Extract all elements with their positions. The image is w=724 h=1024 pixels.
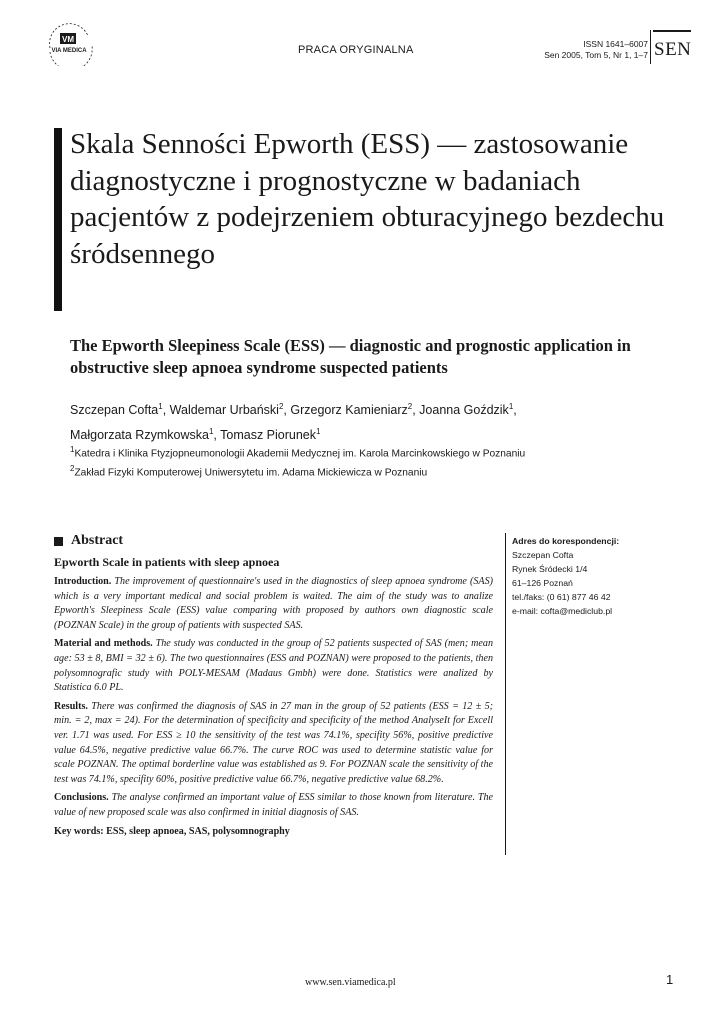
abstract-section-text: The analyse confirmed an important value of ESS similar to those known from literature. The value of new proposed scale was also confirmed in initial diagnosis of SAS. [54,792,494,818]
author-name: Szczepan Cofta [70,403,159,418]
affiliation-marker: 2 [407,402,413,411]
abstract-section-text: There was confirmed the diagnosis of SAS in 27 man in the group of 52 patients (ESS = 12 ± 5; min. = 2, max = 24). For the determination of specificity and specificity of the method AnalyseIt for Excell ver. 1.71 was used. For ESS ≥ 10 the sensitivity of the test was 74.1%, specifity 56%, positive predictive value 64.5%, negative predictive value 66.7%. The curve ROC was used to determine statistic value for scale POZNAN. The optimal borderline value was established as 9. For POZNAN scale the sensitivity of the test was 74.1%, specifity 60%, positive predictive value 66.7%, negative predictive value 68.2%. [54,700,493,785]
abstract-section [54,700,493,788]
journal-logo-rule [653,30,691,32]
abstract-section [54,637,493,695]
journal-logo: SEN [654,39,692,60]
svg-text:VIA MEDICA: VIA MEDICA [51,48,87,54]
footer-url[interactable]: www.sen.viamedica.pl [305,977,396,988]
abstract-section-label: Conclusions. [54,792,112,804]
abstract-subheading: Epworth Scale in patients with sleep apnoea [54,555,280,569]
author-name: Małgorzata Rzymkowska [70,428,209,443]
page-number: 1 [666,972,674,987]
header-divider [650,30,651,64]
correspondence-line: tel./faks: (0 61) 877 46 42 [512,591,611,602]
column-divider [505,533,506,855]
abstract-section-text: The study was conducted in the group of 52 patients suspected of SAS (men; mean age: 53 ± 8, BMI = 32 ± 6). The two questionnaires (ESS and POZNAN) were proposed to the patients, then polysomnografic study with POLY-MESAM (Madaus Gmbh) were done. Statistics were analized by Statistica 6.0 PL. [54,638,493,694]
correspondence-line: 61–126 Poznań [512,577,573,588]
abstract-heading [54,533,493,549]
article-title: Skala Senności Epworth (ESS) — zastosowanie diagnostyczne i prognostyczne w badaniach pacjentów z podejrzeniem obturacyjnego bezdechu śródsennego [70,128,665,270]
abstract-section-label: Material and methods. [54,638,156,650]
svg-text:VM: VM [62,35,74,44]
article-type: PRACA ORYGINALNA [298,44,414,56]
abstract-section-label: Results. [54,700,92,712]
correspondence-line: Szczepan Cofta [512,549,574,560]
abstract-body [54,575,493,821]
issn: ISSN 1641–6007 [583,39,648,49]
correspondence-title: Adres do korespondencji: [512,536,620,546]
abstract-section-text: The improvement of questionnaire's used in the diagnostics of sleep apnoea syndrome (SAS) which is a very important medical and social problem is waited. The aim of the study was to analize Epworth's Sleepiness Scale (ESS) value comparing with proposed by authors own diagnostic scale (POZNAN Scale) in the group of patients with suspected SAS. [54,576,493,631]
affiliation-marker: 2 [278,402,284,411]
abstract-heading-text: Abstract [71,533,124,548]
citation: Sen 2005, Tom 5, Nr 1, 1–7 [544,50,648,60]
abstract [54,533,493,839]
affiliation-marker: 1 [208,427,214,437]
affiliations [70,442,670,481]
correspondence-line: Rynek Śródecki 1/4 [512,563,588,574]
affiliation-line: $^2$Zakład Fizyki Komputerowej Uniwersytetu im. Adama Mickiewicza w Poznaniu [70,464,428,479]
affiliation-marker: 1 [316,427,321,437]
issn-block [520,39,648,61]
article-title-english: The Epworth Sleepiness Scale (ESS) — diagnostic and prognostic application in obstructive sleep apnoea syndrome suspected patients [70,336,631,377]
author-name: Tomasz Piorunek [220,428,316,443]
author-name: Grzegorz Kamieniarz [290,403,408,418]
author-name: Joanna Goździk [419,403,509,418]
correspondence-lines [512,549,692,619]
affiliation-marker: 1 [508,402,514,411]
affiliation-line: $^1$Katedra i Klinika Ftyzjopneumonologii Akademii Medycznej im. Karola Marcinkowskiego w Poznaniu [70,445,526,460]
title-accent-bar [54,128,62,311]
correspondence-line[interactable]: e-mail: cofta@mediclub.pl [512,605,613,616]
affiliation-marker: 1 [158,402,163,411]
correspondence-address [512,535,692,618]
publisher-logo [36,22,102,66]
author-name: Waldemar Urbański [169,403,279,418]
abstract-section [54,575,493,633]
author-list: Szczepan Cofta$^1$, Waldemar Urbański$^2$, Grzegorz Kamieniarz$^2$, Joanna Goździk$^1$, Małgorzata Rzymkowska$^1$, Tomasz Piorunek$^1$ [70,402,517,443]
abstract-section-label: Introduction. [54,576,115,587]
abstract-section [54,791,493,820]
square-bullet-icon [54,537,63,546]
keywords: Key words: ESS, sleep apnoea, SAS, polysomnography [54,825,290,837]
